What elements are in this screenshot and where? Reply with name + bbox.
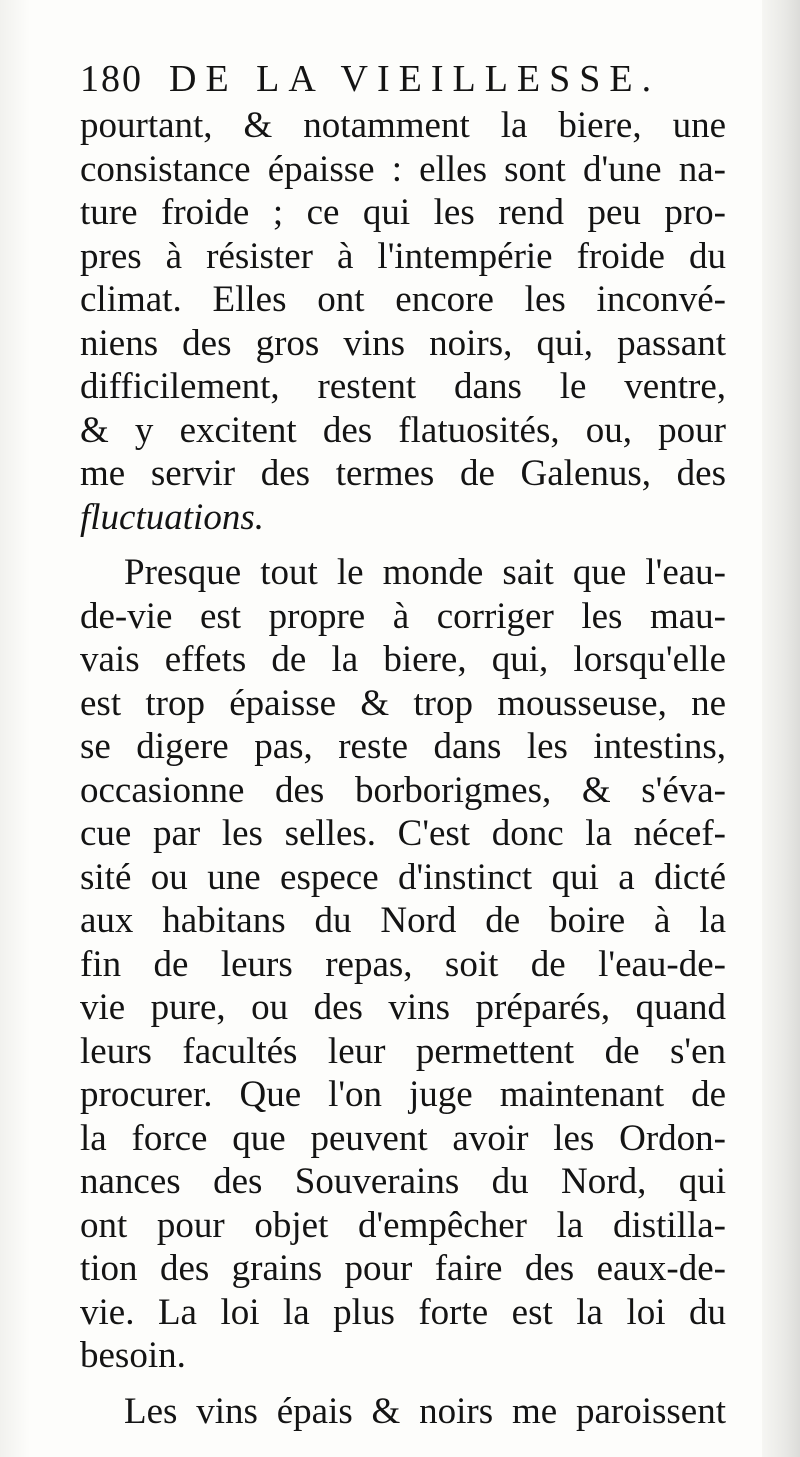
page-left-margin-shadow — [0, 0, 30, 1457]
text-line: ont pour objet d'empêcher la distilla- — [80, 1204, 726, 1246]
text-line: vie pure, ou des vins préparés, quand — [80, 987, 726, 1028]
running-header — [80, 54, 726, 104]
text-line: consistance épaisse : elles sont d'une na- — [80, 148, 726, 190]
page-number: 180 — [80, 58, 143, 100]
text-line: est trop épaisse & trop mousseuse, ne — [80, 682, 726, 724]
text-line: occasionne des borborigmes, & s'éva- — [80, 769, 726, 811]
text-line: nances des Souverains du Nord, qui — [80, 1161, 726, 1202]
text-line: leurs facultés leur permettent de s'en — [80, 1030, 726, 1072]
text-line: cue par les selles. C'est donc la nécef- — [80, 813, 726, 854]
text-line-italic: fluctuations. — [80, 496, 264, 538]
text-line: & y excitent des flatuosités, ou, pour — [80, 409, 726, 451]
text-line: Les vins épais & noirs me paroissent — [124, 1390, 726, 1432]
text-line: de-vie est propre à corriger les mau- — [80, 595, 726, 637]
paragraph-2 — [80, 551, 726, 1378]
text-line: aux habitans du Nord de boire à la — [80, 900, 726, 941]
text-line: se digere pas, reste dans les intestins, — [80, 726, 726, 767]
text-line: Presque tout le monde sait que l'eau- — [124, 552, 726, 593]
text-line: sité ou une espece d'instinct qui a dicté — [80, 856, 726, 898]
page-gutter-shadow — [762, 0, 800, 1457]
text-line: fin de leurs repas, soit de l'eau-de- — [80, 943, 726, 985]
paragraph-3 — [80, 1390, 726, 1434]
text-line: besoin. — [80, 1335, 186, 1376]
text-line: difficilement, restent dans le ventre, — [80, 366, 726, 407]
text-line: vais effets de la biere, qui, lorsqu'elle — [80, 639, 726, 680]
text-line: climat. Elles ont encore les inconvé- — [80, 279, 726, 320]
text-line: vie. La loi la plus forte est la loi du — [80, 1291, 726, 1333]
text-line: ture froide ; ce qui les rend peu pro- — [80, 192, 726, 233]
text-block — [80, 54, 726, 1433]
paragraph-1 — [80, 104, 726, 539]
text-line: la force que peuvent avoir les Ordon- — [80, 1117, 726, 1159]
text-line: procurer. Que l'on juge maintenant de — [80, 1074, 726, 1115]
text-line: tion des grains pour faire des eaux-de- — [80, 1248, 726, 1289]
text-line: pres à résister à l'intempérie froide du — [80, 235, 726, 277]
text-line: me servir des termes de Galenus, des — [80, 453, 726, 494]
text-line: niens des gros vins noirs, qui, passant — [80, 322, 726, 364]
text-line: pourtant, & notamment la biere, une — [80, 105, 726, 146]
running-title: DE LA VIEILLESSE. — [169, 58, 661, 100]
